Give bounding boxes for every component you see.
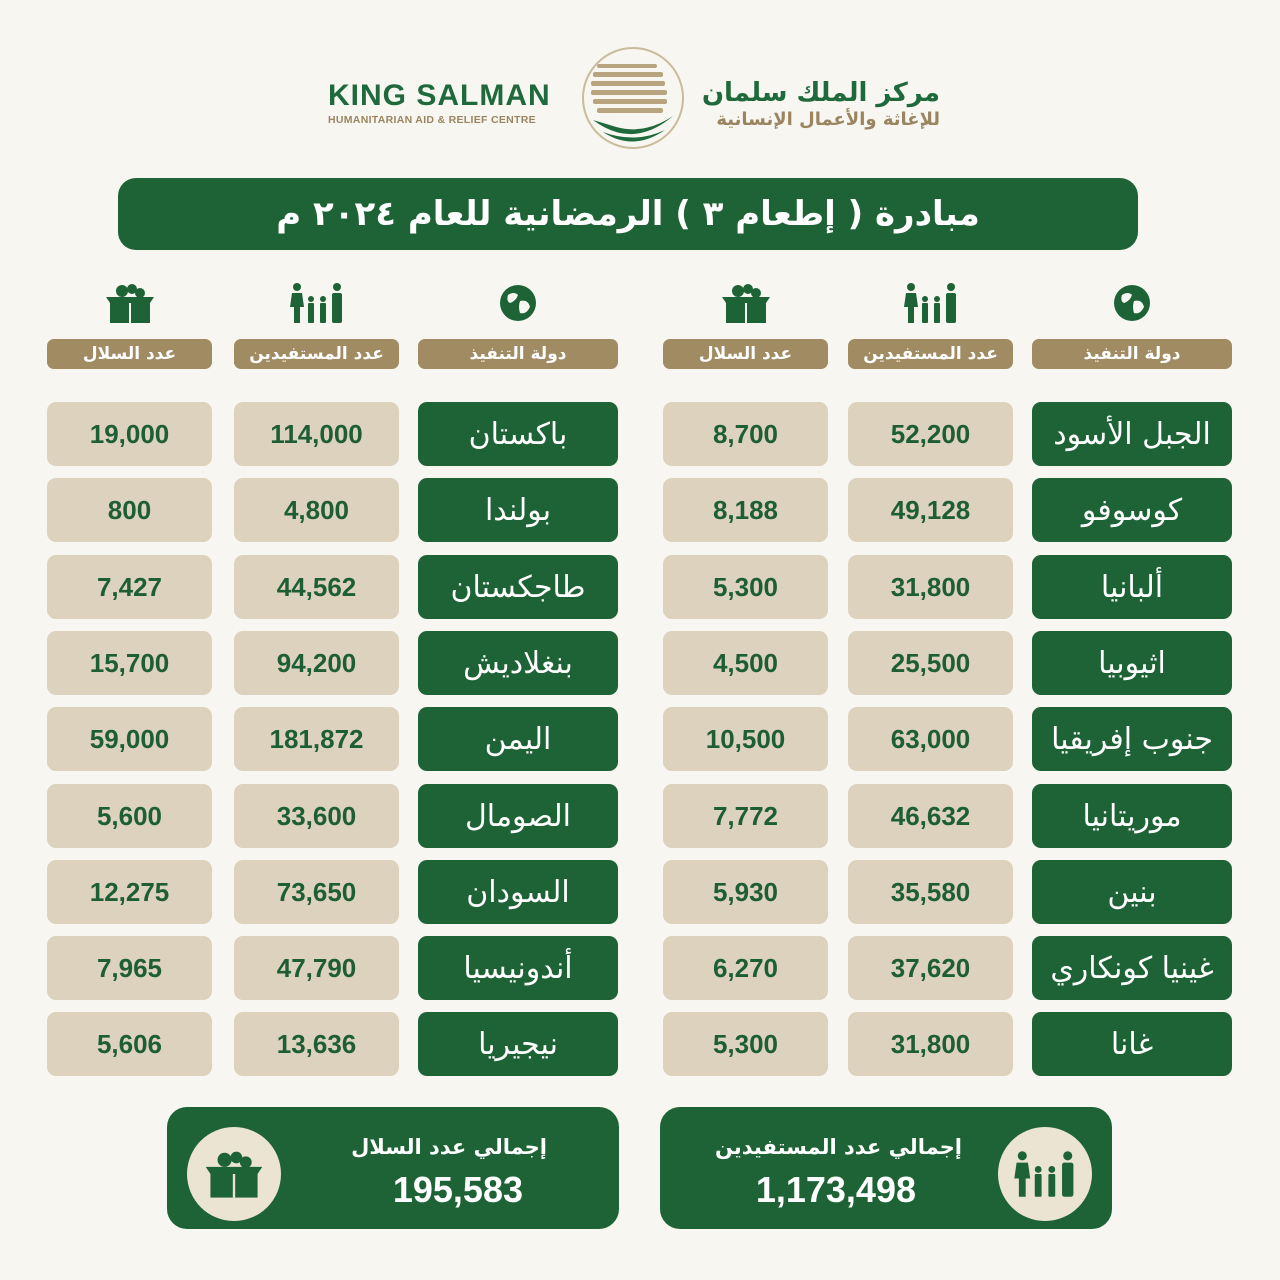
- header: [0, 40, 1280, 170]
- right-header-beneficiaries: عدد المستفيدين: [848, 339, 1013, 369]
- left-header-beneficiaries: عدد المستفيدين: [234, 339, 399, 369]
- ksrelief-emblem-icon: [573, 40, 693, 160]
- left-table-beneficiaries-cell: 94,200: [234, 631, 399, 695]
- total-beneficiaries-label: إجمالي عدد المستفيدين: [714, 1135, 962, 1159]
- right-table-baskets-cell: 8,188: [663, 478, 828, 542]
- logo-en-subtitle: HUMANITARIAN AID & RELIEF CENTRE: [328, 114, 536, 126]
- left-table-country-cell: نيجيريا: [418, 1012, 618, 1076]
- left-table-country-cell: طاجكستان: [418, 555, 618, 619]
- left-table-beneficiaries-cell: 13,636: [234, 1012, 399, 1076]
- right-table-beneficiaries-cell: 37,620: [848, 936, 1013, 1000]
- left-header-baskets: عدد السلال: [47, 339, 212, 369]
- right-table-beneficiaries-cell: 25,500: [848, 631, 1013, 695]
- right-table-baskets-cell: 5,300: [663, 555, 828, 619]
- left-table-country-cell: باكستان: [418, 402, 618, 466]
- right-table-beneficiaries-cell: 49,128: [848, 478, 1013, 542]
- left-table-baskets-cell: 15,700: [47, 631, 212, 695]
- total-baskets-label: إجمالي عدد السلال: [351, 1135, 547, 1159]
- right-table-baskets-cell: 6,270: [663, 936, 828, 1000]
- left-table-beneficiaries-cell: 33,600: [234, 784, 399, 848]
- right-table-beneficiaries-cell: 35,580: [848, 860, 1013, 924]
- right-table-baskets-cell: 7,772: [663, 784, 828, 848]
- right-table-baskets-cell: 5,300: [663, 1012, 828, 1076]
- total-baskets-value: 195,583: [392, 1169, 523, 1210]
- logo-en-name: KING SALMAN: [328, 79, 551, 112]
- left-header-country: دولة التنفيذ: [418, 339, 618, 369]
- left-table-beneficiaries-cell: 4,800: [234, 478, 399, 542]
- page-title: مبادرة ( إطعام ٣ ) الرمضانية للعام ٢٠٢٤ م: [118, 178, 1138, 250]
- family-icon: [287, 278, 347, 328]
- logo-arabic: [700, 78, 940, 132]
- total-beneficiaries-card: [660, 1107, 1112, 1229]
- left-table-country-cell: اليمن: [418, 707, 618, 771]
- family-icon: [901, 278, 961, 328]
- right-table-country-cell: الجبل الأسود: [1032, 402, 1232, 466]
- left-table-baskets-cell: 7,427: [47, 555, 212, 619]
- left-table-beneficiaries-cell: 114,000: [234, 402, 399, 466]
- left-table-country-cell: السودان: [418, 860, 618, 924]
- left-table-country-cell: بولندا: [418, 478, 618, 542]
- right-table-country-cell: كوسوفو: [1032, 478, 1232, 542]
- right-header-country: دولة التنفيذ: [1032, 339, 1232, 369]
- left-table-baskets-cell: 5,600: [47, 784, 212, 848]
- logo-ar-subtitle: للإغاثة والأعمال الإنسانية: [716, 109, 940, 130]
- left-table-country-cell: بنغلاديش: [418, 631, 618, 695]
- right-table-country-cell: جنوب إفريقيا: [1032, 707, 1232, 771]
- right-table-country-cell: غانا: [1032, 1012, 1232, 1076]
- total-baskets-card: [167, 1107, 619, 1229]
- left-table-baskets-cell: 800: [47, 478, 212, 542]
- right-table-baskets-cell: 8,700: [663, 402, 828, 466]
- food-box-icon: [100, 278, 160, 328]
- food-box-icon: [716, 278, 776, 328]
- right-table-country-cell: اثيوبيا: [1032, 631, 1232, 695]
- right-table-country-cell: ألبانيا: [1032, 555, 1232, 619]
- right-table-country-cell: موريتانيا: [1032, 784, 1232, 848]
- right-table-baskets-cell: 5,930: [663, 860, 828, 924]
- right-table-country-cell: بنين: [1032, 860, 1232, 924]
- logo-ar-name: مركز الملك سلمان: [701, 78, 940, 108]
- right-table-baskets-cell: 10,500: [663, 707, 828, 771]
- left-table-country-cell: الصومال: [418, 784, 618, 848]
- globe-icon: [488, 278, 548, 328]
- left-table-beneficiaries-cell: 181,872: [234, 707, 399, 771]
- right-header-baskets: عدد السلال: [663, 339, 828, 369]
- left-table-country-cell: أندونيسيا: [418, 936, 618, 1000]
- left-table-baskets-cell: 12,275: [47, 860, 212, 924]
- right-table-country-cell: غينيا كونكاري: [1032, 936, 1232, 1000]
- left-table-beneficiaries-cell: 47,790: [234, 936, 399, 1000]
- logo-english: [328, 80, 558, 126]
- total-beneficiaries-value: 1,173,498: [755, 1169, 916, 1210]
- left-table-baskets-cell: 7,965: [47, 936, 212, 1000]
- left-table-baskets-cell: 19,000: [47, 402, 212, 466]
- left-table-beneficiaries-cell: 73,650: [234, 860, 399, 924]
- right-table-beneficiaries-cell: 31,800: [848, 555, 1013, 619]
- left-table-baskets-cell: 59,000: [47, 707, 212, 771]
- right-table-beneficiaries-cell: 52,200: [848, 402, 1013, 466]
- food-box-icon: [187, 1127, 281, 1221]
- family-icon: [998, 1127, 1092, 1221]
- globe-icon: [1102, 278, 1162, 328]
- right-table-baskets-cell: 4,500: [663, 631, 828, 695]
- right-table-beneficiaries-cell: 46,632: [848, 784, 1013, 848]
- left-table-baskets-cell: 5,606: [47, 1012, 212, 1076]
- left-table-beneficiaries-cell: 44,562: [234, 555, 399, 619]
- right-table-beneficiaries-cell: 63,000: [848, 707, 1013, 771]
- right-table-beneficiaries-cell: 31,800: [848, 1012, 1013, 1076]
